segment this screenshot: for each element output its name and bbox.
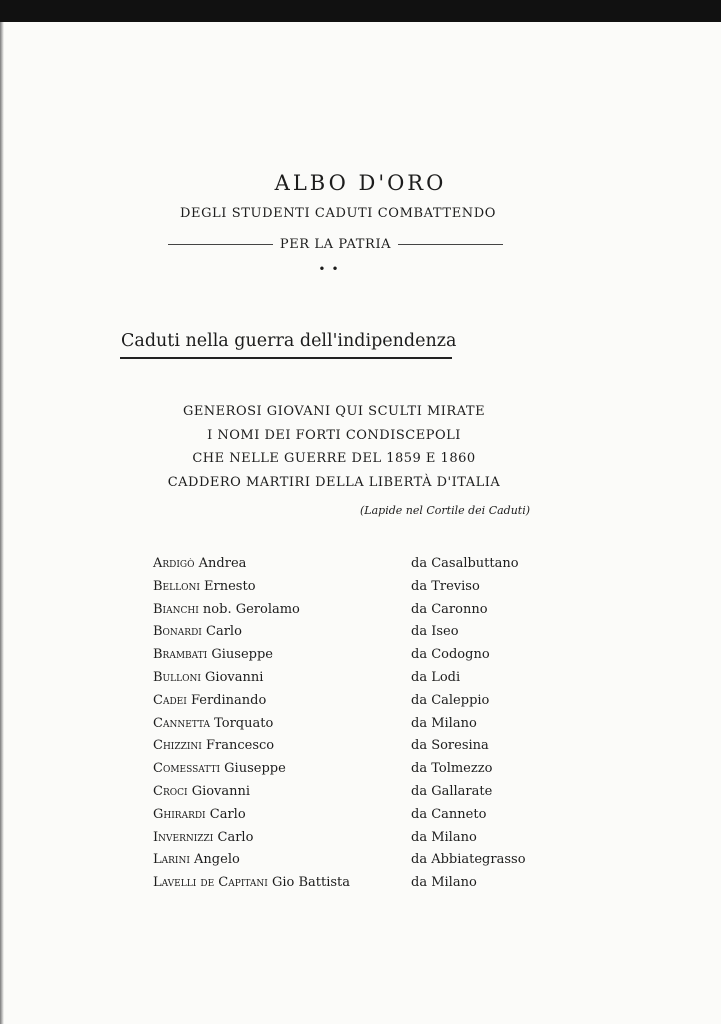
list-item [153,875,573,898]
section-heading: Caduti nella guerra dell'indipendenza [121,331,457,351]
origin-place: da Milano [411,829,477,845]
origin-place: da Casalbuttano [411,556,519,571]
surname: Chizzini [153,738,202,754]
names-list [153,556,573,898]
page-title: ALBO D'ORO [274,171,447,195]
list-item [153,670,573,693]
given-name: Giovanni [191,783,251,799]
left-dash-rule [168,244,273,245]
list-item [153,647,573,670]
surname: Lavelli de Capitani [153,875,268,891]
given-name: Ernesto [204,578,256,594]
list-item [153,807,573,830]
origin-place: da Gallarate [411,783,493,799]
person-name [153,693,266,708]
surname: Bonardi [153,624,202,640]
list-item [153,830,573,853]
given-name: Andrea [198,556,247,571]
person-name [153,556,246,571]
right-dash-rule [398,244,503,245]
list-item [153,784,573,807]
person-name [153,647,273,662]
given-name: Gio Battista [271,875,351,891]
given-name: Torquato [214,715,274,731]
surname: Bulloni [153,669,201,685]
given-name: Giuseppe [224,761,286,777]
person-name [153,784,250,799]
surname: Ardigò [153,556,195,571]
surname: Croci [153,783,188,799]
person-name [153,761,286,776]
given-name: nob. Gerolamo [202,601,300,617]
origin-place: da Caleppio [411,692,490,708]
ornament-dots: •• [318,262,345,276]
given-name: Giovanni [205,669,264,685]
surname: Comessatti [153,761,221,777]
inscription-line: I NOMI DEI FORTI CONDISCEPOLI [207,427,461,443]
surname: Brambati [153,647,208,663]
inscription-line: GENEROSI GIOVANI QUI SCULTI MIRATE [182,404,486,419]
person-name [153,670,263,685]
person-name [153,624,242,639]
person-name [153,716,273,731]
page-subtitle-line2 [168,235,503,253]
given-name: Carlo [206,624,242,640]
list-item [153,738,573,761]
list-item [153,761,573,784]
origin-place: da Abbiategrasso [411,852,526,868]
section-underline [120,357,452,359]
list-item [153,556,573,579]
origin-place: da Iseo [411,624,459,640]
origin-place: da Caronno [411,601,488,617]
surname: Cannetta [153,715,210,731]
origin-place: da Canneto [411,806,487,822]
given-name: Carlo [209,806,246,822]
given-name: Angelo [194,852,240,868]
subtitle-line2-text: PER LA PATRIA [279,236,392,252]
list-item [153,602,573,625]
list-item [153,716,573,739]
inscription-source: (Lapide nel Cortile dei Caduti) [360,504,531,517]
surname: Larini [153,852,190,868]
origin-place: da Codogno [411,647,490,663]
given-name: Carlo [217,829,254,845]
person-name [153,875,350,890]
surname: Ghirardi [153,806,206,822]
list-item [153,852,573,875]
person-name [153,830,253,845]
surname: Belloni [153,578,200,594]
person-name [153,852,240,867]
surname: Bianchi [153,601,199,617]
origin-place: da Soresina [411,738,489,754]
origin-place: da Treviso [411,578,480,594]
list-item [153,693,573,716]
given-name: Giuseppe [211,647,273,663]
origin-place: da Tolmezzo [411,761,493,777]
origin-place: da Milano [411,715,477,731]
inscription-block [0,400,668,494]
list-item [153,579,573,602]
person-name [153,807,246,822]
surname: Cadei [153,692,187,708]
person-name [153,602,300,617]
given-name: Ferdinando [190,692,267,708]
person-name [153,738,274,753]
page-subtitle-line1: DEGLI STUDENTI CADUTI COMBATTENDO [179,206,497,221]
inscription-line: CADDERO MARTIRI DELLA LIBERTÀ D'ITALIA [167,474,501,490]
origin-place: da Milano [411,875,477,891]
list-item [153,624,573,647]
person-name [153,579,256,594]
origin-place: da Lodi [411,669,461,685]
given-name: Francesco [205,738,275,754]
inscription-line: CHE NELLE GUERRE DEL 1859 E 1860 [192,451,476,466]
surname: Invernizzi [153,829,214,845]
